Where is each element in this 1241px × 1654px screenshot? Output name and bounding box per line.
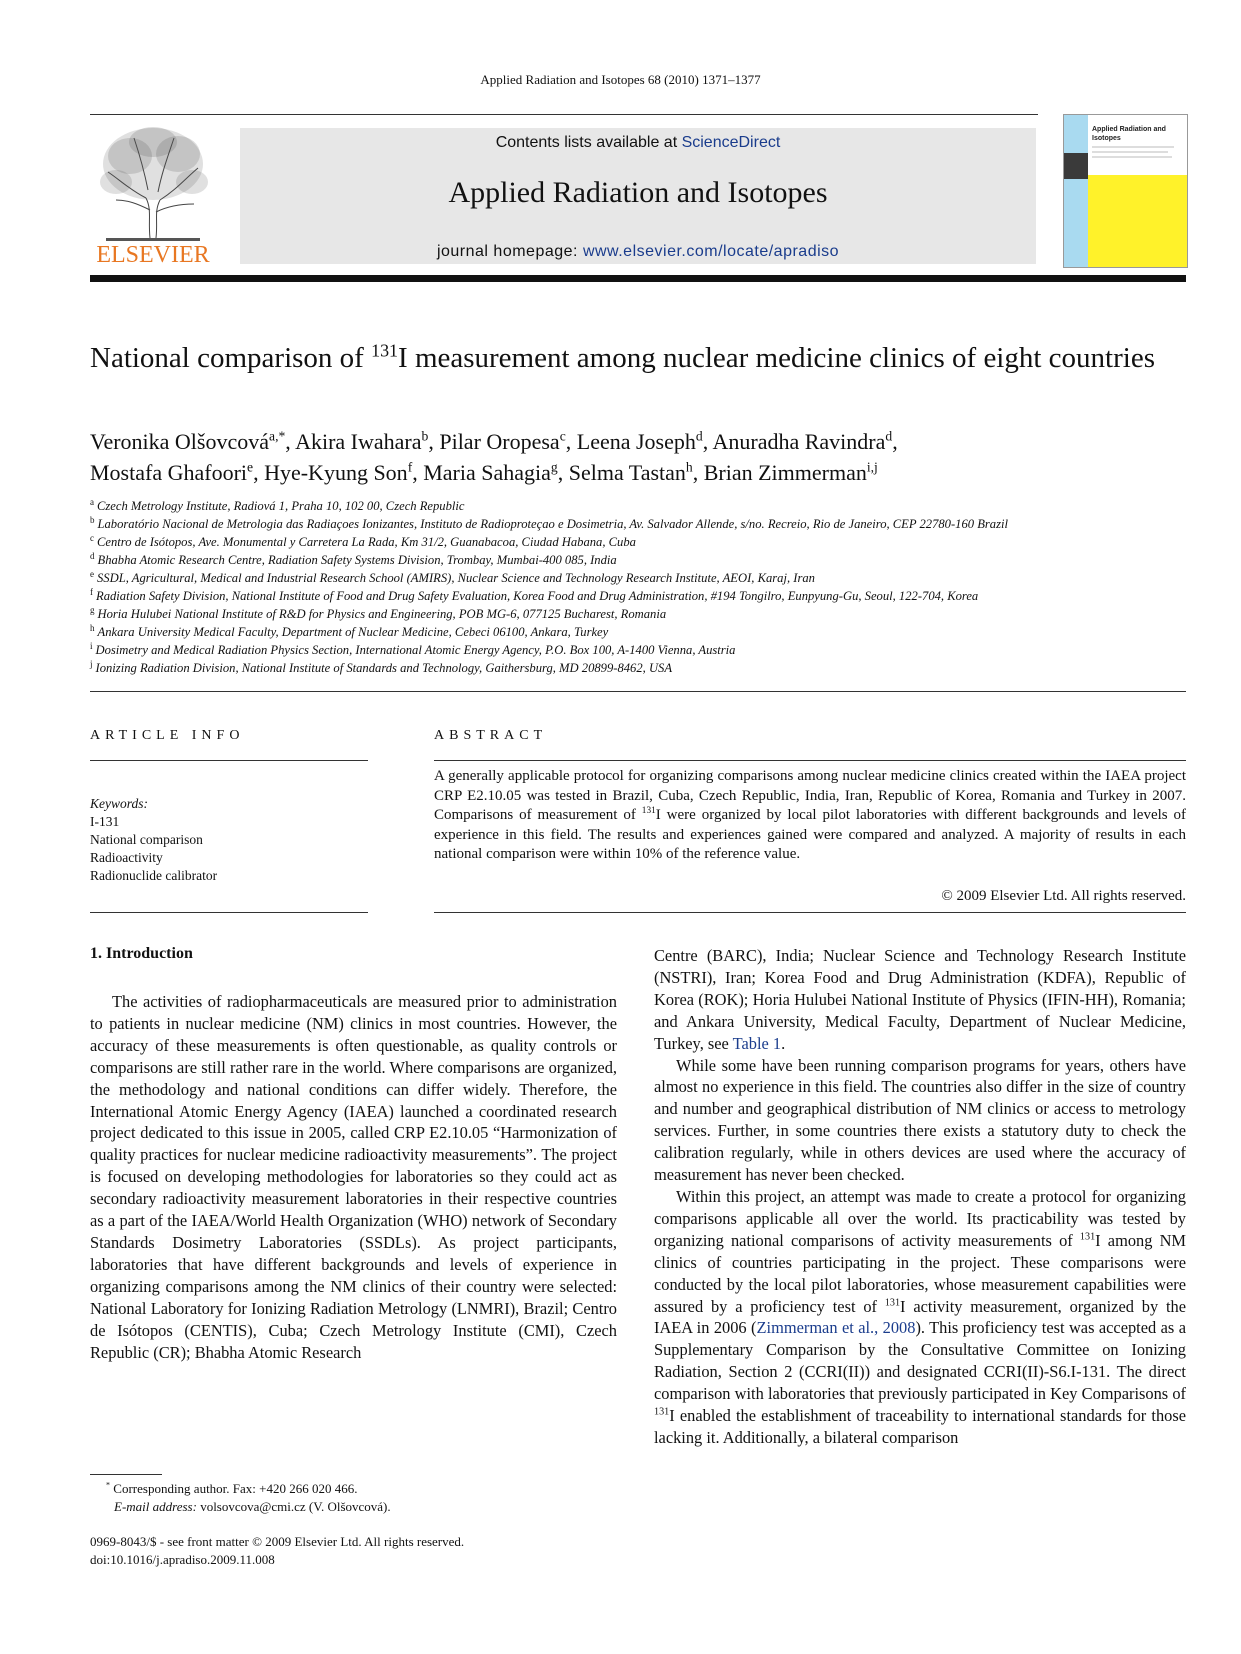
footnote-mark: * bbox=[106, 1480, 111, 1490]
author-separator: , bbox=[565, 429, 577, 454]
footnote bbox=[90, 1480, 391, 1516]
corresponding-author: Corresponding author. Fax: +420 266 020 466. bbox=[110, 1481, 358, 1496]
author: Selma Tastan bbox=[568, 460, 686, 485]
author-affiliation-mark: d bbox=[885, 428, 893, 444]
abstract-isotope-mass: 131 bbox=[641, 806, 656, 817]
affiliation bbox=[90, 497, 1200, 515]
affiliation-key: d bbox=[90, 550, 95, 561]
keywords-label: Keywords: bbox=[90, 796, 148, 811]
author: Mostafa Ghafoori bbox=[90, 460, 248, 485]
intro-paragraph-1-cont bbox=[654, 945, 1186, 1055]
para-text: I activity measurement, organized by the IAEA in 2006 ( bbox=[654, 1296, 1186, 1338]
author: Hye-Kyung Son bbox=[264, 460, 408, 485]
affiliation-text: Centro de Isótopos, Ave. Monumental y Carretera La Rada, Km 31/2, Guanabacoa, Ciudad Habana, Cuba bbox=[97, 535, 636, 549]
divider bbox=[434, 760, 1186, 761]
intro-paragraph-2: While some have been running comparison programs for years, others have almost no experience in this field. The countries also differ in the size of country and number and geographical distribution of NM clinics or access to metrology services. Further, in some countries there exists a statutory duty to check the calibration regularly, while in others devices are used where the accuracy of measurement has never been checked. bbox=[654, 1055, 1186, 1185]
affiliation bbox=[90, 641, 1200, 659]
divider bbox=[434, 912, 1186, 913]
body-column-left bbox=[90, 991, 617, 1363]
intro-paragraph-3 bbox=[654, 1186, 1186, 1449]
author-separator: , bbox=[285, 429, 296, 454]
title-isotope-mass: 131 bbox=[371, 340, 399, 361]
homepage-link[interactable]: www.elsevier.com/locate/apradiso bbox=[582, 243, 840, 260]
para-text: . bbox=[781, 1033, 786, 1053]
affiliation-text: SSDL, Agricultural, Medical and Industrial Research School (AMIRS), Nuclear Science and Technology Research Institute, AEOI, Karaj, Iran bbox=[97, 571, 815, 585]
author-affiliation-mark: g bbox=[550, 459, 558, 475]
author: Anuradha Ravindra bbox=[712, 429, 886, 454]
elsevier-tree-icon bbox=[90, 120, 216, 266]
author: Leena Joseph bbox=[576, 429, 696, 454]
journal-banner bbox=[240, 128, 1036, 264]
affiliation-text: Horia Hulubei National Institute of R&D for Physics and Engineering, POB MG-6, 077125 Bucharest, Romania bbox=[97, 607, 667, 621]
intro-paragraph-1: The activities of radiopharmaceuticals are measured prior to administration to patients in nuclear medicine (NM) clinics in most countries. However, the accuracy of these measurements is often questionable, as quality controls or comparisons are still rather rare in the world. Where comparisons are organized, the methodology and national conditions can differ widely. Therefore, the International Atomic Energy Agency (IAEA) launched a coordinated research project dedicated to this issue in 2005, called CRP E2.10.05 “Harmonization of quality practices for nuclear medicine radioactivity measurements”. The project is focused on developing methodologies for laboratories so they could act as secondary radioactivity measurement laboratories in their respective countries as a part of the IAEA/World Health Organization (WHO) network of Secondary Standards Dosimetry Laboratories (SSDLs). As project participants, laboratories that have different backgrounds and levels of experience in organizing comparisons among the NM clinics of their country were selected: National Laboratory for Ionizing Radiation Metrology (LNMRI), Brazil; Centro de Isótopos (CENTIS), Cuba; Czech Metrology Institute (CMI), Czech Republic (CR); Bhabha Atomic Research bbox=[90, 992, 617, 1362]
affiliation-text: Dosimetry and Medical Radiation Physics Section, International Atomic Energy Agency, P.O. Box 100, A-1400 Vienna, Austria bbox=[95, 643, 736, 657]
affiliation-text: Bhabha Atomic Research Centre, Radiation Safety Systems Division, Trombay, Mumbai-400 085, India bbox=[97, 553, 617, 567]
author-separator: , bbox=[702, 429, 713, 454]
doi-line[interactable]: doi:10.1016/j.apradiso.2009.11.008 bbox=[90, 1552, 275, 1567]
journal-cover-thumbnail bbox=[1063, 114, 1188, 268]
sciencedirect-link[interactable]: ScienceDirect bbox=[681, 134, 781, 151]
author: Pilar Oropesa bbox=[439, 429, 560, 454]
isotope-mass: 131 bbox=[654, 1406, 670, 1418]
affiliation bbox=[90, 515, 1200, 533]
table-1-link[interactable]: Table 1 bbox=[732, 1033, 782, 1053]
affiliation-text: Ankara University Medical Faculty, Department of Nuclear Medicine, Cebeci 06100, Ankara, Turkey bbox=[97, 625, 609, 639]
affiliation-key: i bbox=[90, 640, 93, 651]
homepage-line bbox=[240, 243, 1036, 261]
author-affiliation-mark: i,j bbox=[866, 459, 878, 475]
author-separator: , bbox=[557, 460, 569, 485]
affiliation-key: f bbox=[90, 586, 93, 597]
divider bbox=[90, 912, 368, 913]
affiliation-key: g bbox=[90, 604, 95, 615]
author-separator: , bbox=[892, 429, 898, 454]
affiliation bbox=[90, 659, 1200, 677]
article-info-heading: ARTICLE INFO bbox=[90, 728, 245, 743]
author-list bbox=[90, 426, 1186, 488]
author-affiliation-mark: b bbox=[421, 428, 429, 444]
author-separator: , bbox=[692, 460, 704, 485]
affiliation-text: Czech Metrology Institute, Radiová 1, Praha 10, 102 00, Czech Republic bbox=[97, 499, 465, 513]
affiliation-key: h bbox=[90, 622, 95, 633]
footnote-rule bbox=[90, 1474, 162, 1475]
keyword: I-131 bbox=[90, 814, 120, 829]
author: Brian Zimmerman bbox=[703, 460, 867, 485]
author: Veronika Olšovcová bbox=[90, 429, 270, 454]
body-column-right bbox=[654, 945, 1186, 1449]
affiliation-text: Ionizing Radiation Division, National Institute of Standards and Technology, Gaithersburg, MD 20899-8462, USA bbox=[95, 661, 673, 675]
author-separator: , bbox=[253, 460, 265, 485]
author-affiliation-mark: h bbox=[685, 459, 693, 475]
abstract-text bbox=[434, 767, 1186, 865]
author-affiliation-mark: d bbox=[695, 428, 703, 444]
keywords-list bbox=[90, 813, 217, 885]
affiliation-text: Radiation Safety Division, National Institute of Food and Drug Safety Evaluation, Korea Food and Drug Administration, #194 Tongilro, Eunpyung-Gu, Seoul, 122-704, Korea bbox=[96, 589, 979, 603]
author-separator: , bbox=[412, 460, 424, 485]
para-text: I enabled the establishment of traceability to international standards for those lacking it. Additionally, a bilateral comparison bbox=[654, 1406, 1186, 1447]
affiliation bbox=[90, 605, 1200, 623]
abstract-heading: ABSTRACT bbox=[434, 728, 548, 743]
abstract-part2: I were organized by local pilot laboratories with different backgrounds and levels of experience in this field. The results and experiences gained were compared and analyzed. A majority of results in each national comparison were within 10% of the reference value. bbox=[434, 807, 1187, 863]
cover-title-line1: Applied Radiation and bbox=[1092, 126, 1166, 133]
keyword: Radionuclide calibrator bbox=[90, 868, 218, 883]
affiliation bbox=[90, 551, 1200, 569]
affiliation bbox=[90, 569, 1200, 587]
isotope-mass: 131 bbox=[1079, 1231, 1096, 1243]
front-matter bbox=[90, 1533, 464, 1569]
affiliation-key: j bbox=[90, 658, 93, 669]
affiliation-list bbox=[90, 497, 1200, 677]
keyword: Radioactivity bbox=[90, 850, 163, 865]
contents-line bbox=[240, 128, 1036, 152]
affiliation-key: a bbox=[90, 496, 94, 507]
keywords-block bbox=[90, 795, 217, 885]
author-affiliation-mark: c bbox=[559, 428, 566, 444]
header-rule bbox=[90, 114, 1038, 115]
zimmerman-citation-link[interactable]: Zimmerman et al., 2008 bbox=[756, 1318, 916, 1338]
para-text: Centre (BARC), India; Nuclear Science and Technology Research Institute (NSTRI), Iran; Korea Food and Drug Administration (KDFA), Republic of Korea (ROK); Horia Hulubei National Institute of Physics (IFIN-HH), Romania; and Ankara University, Medical Faculty, Department of Nuclear Medicine, Turkey, see bbox=[654, 946, 1186, 1053]
isotope-mass: 131 bbox=[884, 1297, 901, 1309]
author-affiliation-mark: f bbox=[407, 459, 413, 475]
affiliation-key: b bbox=[90, 514, 95, 525]
abstract-part1: A generally applicable protocol for organizing comparisons among nuclear medicine clinics created within the IAEA project CRP E2.10.05 was tested in Brazil, Cuba, Czech Republic, India, Iran, Republic of Korea, Romania and Turkey in 2007. Comparisons of measurement of bbox=[434, 768, 1186, 824]
affiliation bbox=[90, 533, 1200, 551]
journal-citation: Applied Radiation and Isotopes 68 (2010) 1371–1377 bbox=[480, 72, 761, 87]
author: Akira Iwahara bbox=[295, 429, 422, 454]
affiliation-key: c bbox=[90, 532, 94, 543]
divider bbox=[90, 691, 1186, 692]
email-value[interactable]: volsovcova@cmi.cz (V. Olšovcová). bbox=[196, 1499, 391, 1514]
section-heading: 1. Introduction bbox=[90, 945, 193, 962]
affiliation-text: Laboratório Nacional de Metrologia das Radiaçoes Ionizantes, Instituto de Radioproteçao e Dosimetria, Av. Salvador Allende, s/no. Recreio, Rio de Janeiro, CEP 22780-160 Brazil bbox=[97, 517, 1008, 531]
paper-title bbox=[90, 340, 1186, 377]
cover-title-line2: Isotopes bbox=[1092, 135, 1121, 142]
affiliation bbox=[90, 587, 1200, 605]
homepage-prefix: journal homepage: bbox=[436, 243, 583, 260]
copyright-notice: © 2009 Elsevier Ltd. All rights reserved. bbox=[941, 888, 1186, 904]
author-affiliation-mark: e bbox=[247, 459, 254, 475]
title-part1: National comparison of bbox=[90, 342, 372, 374]
email-label: E-mail address: bbox=[114, 1499, 197, 1514]
affiliation bbox=[90, 623, 1200, 641]
elsevier-logo bbox=[90, 120, 216, 266]
divider bbox=[90, 760, 368, 761]
keyword: National comparison bbox=[90, 832, 203, 847]
affiliation-key: e bbox=[90, 568, 94, 579]
para-text: Within this project, an attempt was made to create a protocol for organizing comparisons applicable all over the world. Its practicability was tested by organizing national comparisons of activity measurements of bbox=[654, 1186, 1186, 1250]
para-text: ). This proficiency test was accepted as a Supplementary Comparison by the Consultative Committee on Ionizing Radiation, Section 2 (CCRI(II)) and designated CCRI(II)-S6.I-131. The direct comparison with laboratories that previously participated in Key Comparisons of bbox=[654, 1318, 1186, 1404]
issn-line: 0969-8043/$ - see front matter © 2009 Elsevier Ltd. All rights reserved. bbox=[90, 1534, 465, 1549]
contents-prefix: Contents lists available at bbox=[495, 134, 682, 151]
header-thick-rule bbox=[90, 275, 1186, 282]
author-separator: , bbox=[428, 429, 440, 454]
title-part2: I measurement among nuclear medicine clinics of eight countries bbox=[398, 342, 1155, 374]
author: Maria Sahagia bbox=[423, 460, 551, 485]
author-affiliation-mark: a,* bbox=[269, 428, 286, 444]
para-text: I among NM clinics of countries participating in the project. These comparisons were conducted by the local pilot laboratories, whose measurement capabilities were assured by a proficiency test of bbox=[654, 1230, 1186, 1316]
elsevier-wordmark: ELSEVIER bbox=[96, 242, 210, 266]
journal-title: Applied Radiation and Isotopes bbox=[448, 176, 828, 209]
